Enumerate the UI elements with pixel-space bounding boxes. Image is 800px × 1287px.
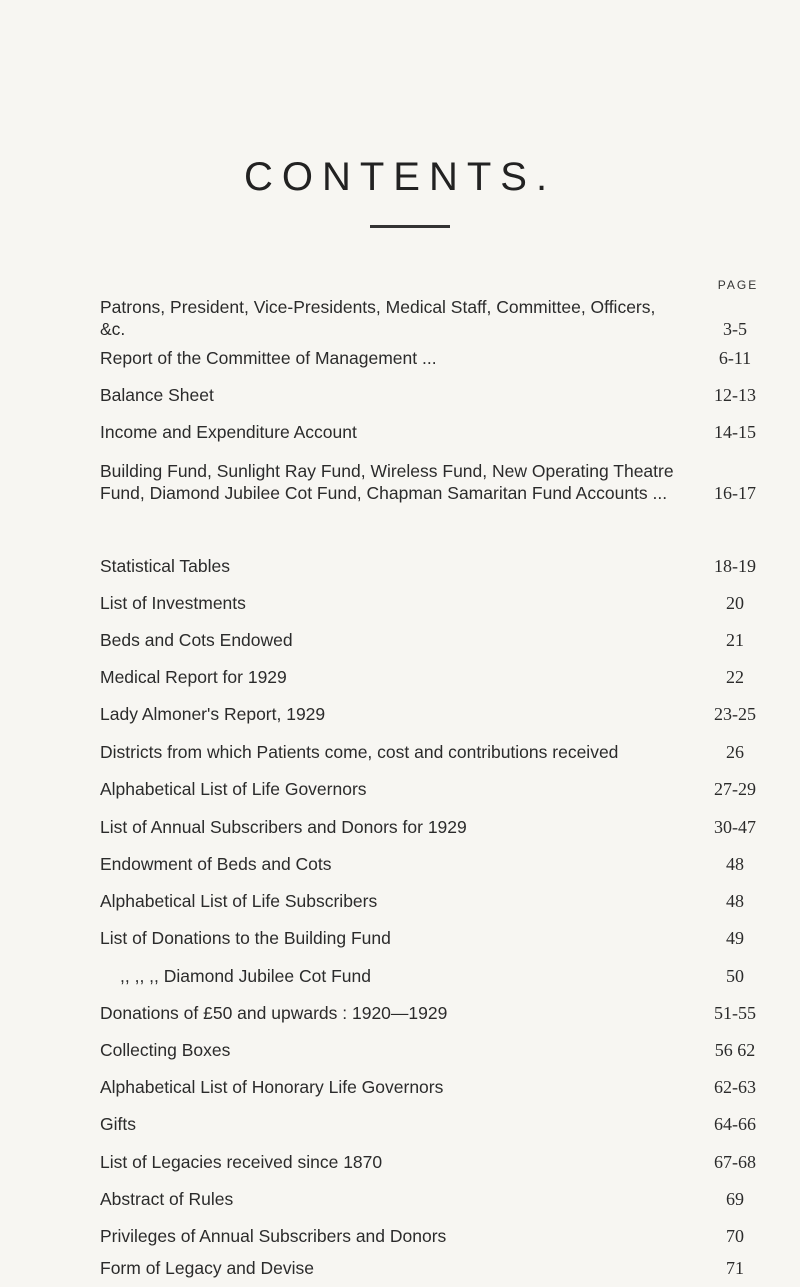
toc-entry-text: List of Investments: [100, 593, 246, 613]
toc-entry: [100, 384, 770, 406]
toc-entry-page: 67-68: [714, 1152, 756, 1172]
toc-entry: [100, 1002, 770, 1024]
toc-entry-text: Collecting Boxes: [100, 1040, 231, 1060]
toc-entry-text: Privileges of Annual Subscribers and Donors: [100, 1226, 447, 1246]
page-column-header: PAGE: [717, 278, 759, 292]
toc-entry: [100, 347, 770, 369]
toc-entry-page: 30-47: [714, 817, 756, 837]
toc-entry-text: Abstract of Rules: [100, 1189, 234, 1209]
toc-entry-text: Districts from which Patients come, cost and contributions received: [100, 742, 619, 762]
toc-entry-page: 69: [726, 1189, 744, 1209]
toc-entry-text: Balance Sheet: [100, 385, 214, 405]
toc-entry-text: Gifts: [100, 1114, 136, 1134]
toc-entry: [100, 890, 770, 912]
toc-entry-text: Alphabetical List of Life Subscribers: [100, 891, 378, 911]
toc-entry-page: 70: [726, 1226, 744, 1246]
toc-entry: [100, 853, 770, 875]
toc-entry-text: Lady Almoner's Report, 1929: [100, 704, 326, 724]
toc-entry-page: 49: [726, 928, 744, 948]
toc-entry-text: Patrons, President, Vice-Presidents, Medical Staff, Committee, Officers, &c.: [100, 297, 656, 339]
toc-entry: [100, 1188, 770, 1210]
toc-entry: [100, 296, 770, 340]
toc-entry-page: 6-11: [718, 348, 752, 368]
toc-entry-text: Income and Expenditure Account: [100, 422, 357, 442]
toc-entry: [100, 460, 770, 504]
toc-entry-page: 16-17: [714, 483, 756, 503]
toc-entry: [100, 555, 770, 577]
toc-entry-text: Beds and Cots Endowed: [100, 630, 293, 650]
toc-entry-text: List of Legacies received since 1870: [100, 1152, 383, 1172]
toc-entry-page: 71: [726, 1258, 744, 1278]
toc-entry-text: Alphabetical List of Honorary Life Governors: [100, 1077, 444, 1097]
toc-entry-text: Alphabetical List of Life Governors: [100, 779, 367, 799]
toc-entry-text: ,, ,, ,, Diamond Jubilee Cot Fund: [120, 966, 371, 986]
page-title: CONTENTS.: [243, 155, 557, 199]
toc-entry: [100, 703, 770, 725]
toc-entry: [100, 778, 770, 800]
toc-entry: [100, 666, 770, 688]
toc-entry-page: 21: [726, 630, 744, 650]
toc-entry-page: 51-55: [714, 1003, 756, 1023]
toc-entry: [100, 592, 770, 614]
toc-entry: [100, 927, 770, 949]
toc-entry: [100, 421, 770, 443]
toc-entry: [100, 1113, 770, 1135]
toc-entry-text: Donations of £50 and upwards : 1920—1929: [100, 1003, 448, 1023]
toc-entry: [100, 629, 770, 651]
toc-entry-page: 3-5: [723, 319, 747, 339]
toc-entry-text: Endowment of Beds and Cots: [100, 854, 332, 874]
toc-entry-page: 14-15: [714, 422, 756, 442]
toc-entry-page: 23-25: [714, 704, 756, 724]
toc-entry-page: 27-29: [714, 779, 756, 799]
toc-entry-text: Form of Legacy and Devise: [100, 1258, 314, 1278]
toc-entry: [100, 1076, 770, 1098]
toc-entry-text: Report of the Committee of Management ...: [100, 348, 437, 368]
toc-entry-text: List of Donations to the Building Fund: [100, 928, 391, 948]
toc-entry: [100, 816, 770, 838]
toc-entry: [100, 965, 770, 987]
toc-entry: [100, 741, 770, 763]
toc-entry-page: 12-13: [714, 385, 756, 405]
toc-entry-page: 56 62: [714, 1040, 756, 1060]
toc-entry: [100, 1151, 770, 1173]
toc-entry-page: 62-63: [714, 1077, 756, 1097]
toc-entry: [100, 1225, 770, 1247]
toc-entry-page: 64-66: [714, 1114, 756, 1134]
toc-entry-page: 48: [726, 854, 744, 874]
toc-entry-page: 50: [726, 966, 744, 986]
toc-entry-text: List of Annual Subscribers and Donors for 1929: [100, 817, 467, 837]
title-rule: [370, 225, 450, 228]
toc-entry-text: Medical Report for 1929: [100, 667, 287, 687]
toc-entry-text: Building Fund, Sunlight Ray Fund, Wireless Fund, New Operating Theatre Fund, Diamond Jubilee Cot Fund, Chapman Samaritan Fund Accounts ...: [100, 461, 674, 503]
toc-entry: [100, 1039, 770, 1061]
toc-entry: [100, 1257, 770, 1279]
toc-entry-page: 48: [726, 891, 744, 911]
toc-entry-page: 22: [726, 667, 744, 687]
toc-entry-page: 18-19: [714, 556, 756, 576]
toc-entry-text: Statistical Tables: [100, 556, 231, 576]
toc-entry-page: 20: [726, 593, 744, 613]
toc-entry-page: 26: [726, 742, 744, 762]
